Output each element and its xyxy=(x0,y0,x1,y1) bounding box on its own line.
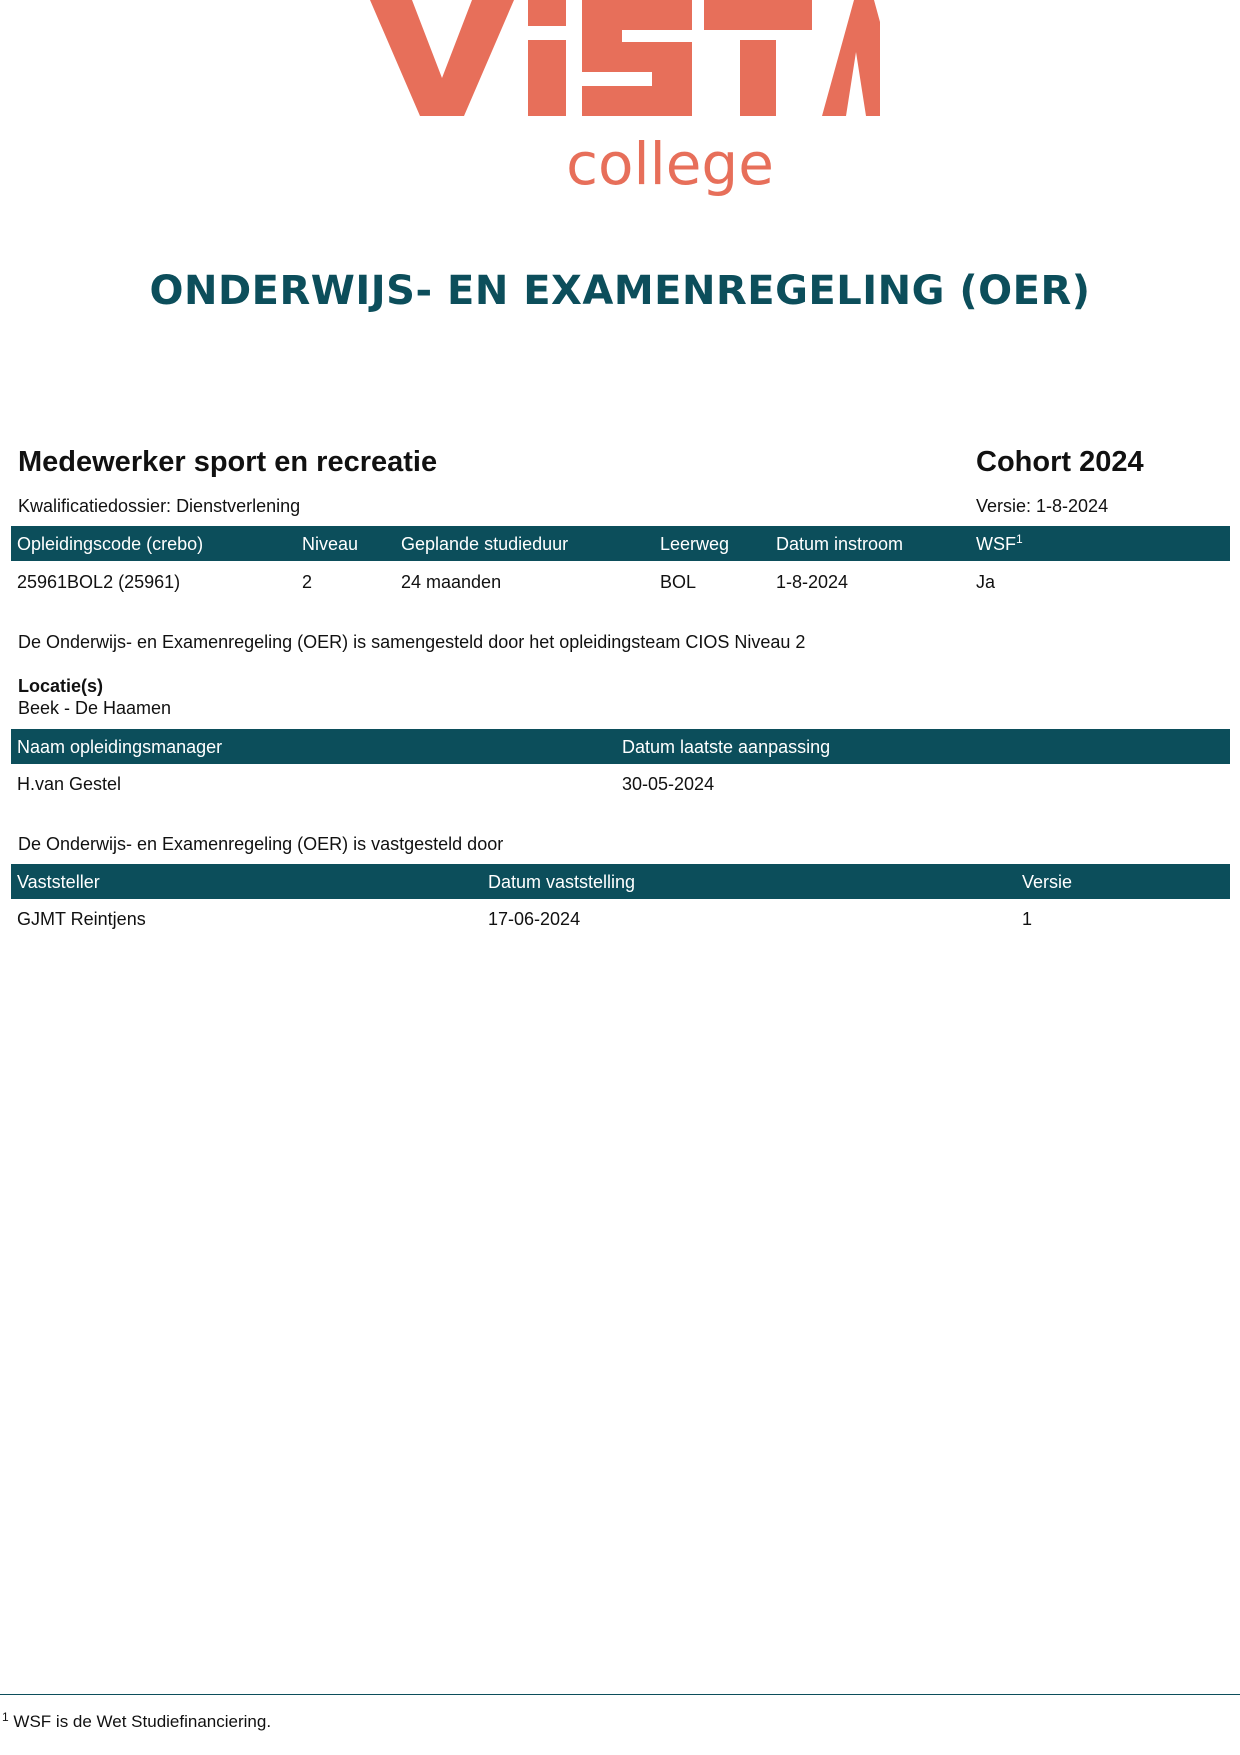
cell-datum-instroom: 1-8-2024 xyxy=(776,572,849,592)
footnote-text: WSF is de Wet Studiefinanciering. xyxy=(13,1712,272,1731)
logo-letter-i xyxy=(528,40,566,116)
vista-college-logo xyxy=(0,0,1240,210)
established-by-text: De Onderwijs- en Examenregeling (OER) is vastgesteld door xyxy=(18,834,504,854)
document-title: ONDERWIJS- EN EXAMENREGELING (OER) xyxy=(149,268,1091,314)
manager-table-header xyxy=(11,729,1230,764)
logo-letter-t-stem xyxy=(740,40,776,116)
program-table-header xyxy=(11,526,1230,561)
cell-niveau: 2 xyxy=(302,572,313,592)
logo-letter-t-bar xyxy=(704,0,812,30)
header-last-modified: Datum laatste aanpassing xyxy=(622,737,831,757)
composed-by-text: De Onderwijs- en Examenregeling (OER) is samengesteld door het opleidingsteam CIOS Niveau 2 xyxy=(18,632,806,652)
logo-subtext: college xyxy=(566,130,774,198)
version-label: Versie: 1-8-2024 xyxy=(976,496,1109,516)
location-value: Beek - De Haamen xyxy=(18,698,172,718)
header-vaststeller: Vaststeller xyxy=(17,872,100,892)
cell-wsf: Ja xyxy=(976,572,996,592)
cell-manager-name: H.van Gestel xyxy=(17,774,122,794)
cell-leerweg: BOL xyxy=(660,572,697,592)
location-label: Locatie(s) xyxy=(18,676,104,696)
header-versie: Versie xyxy=(1022,872,1073,892)
establish-table-row xyxy=(11,901,1230,936)
footnote-divider xyxy=(0,1694,1240,1695)
header-wsf xyxy=(976,534,1023,555)
establish-table-header xyxy=(11,864,1230,899)
manager-table-row xyxy=(11,766,1230,801)
header-crebo: Opleidingscode (crebo) xyxy=(17,534,204,554)
cell-last-modified: 30-05-2024 xyxy=(622,774,715,794)
header-studieduur: Geplande studieduur xyxy=(401,534,569,554)
cell-crebo: 25961BOL2 (25961) xyxy=(17,572,181,592)
cell-studieduur: 24 maanden xyxy=(401,572,502,592)
program-title: Medewerker sport en recreatie xyxy=(18,446,438,478)
logo-letter-a xyxy=(822,0,880,116)
program-table-row xyxy=(11,564,1230,599)
logo-graphic xyxy=(360,0,880,210)
header-manager-name: Naam opleidingsmanager xyxy=(17,737,223,757)
header-leerweg: Leerweg xyxy=(660,534,730,554)
cell-vaststeller: GJMT Reintjens xyxy=(17,909,146,929)
logo-letter-v xyxy=(370,0,514,116)
logo-letter-s xyxy=(582,0,692,116)
cell-versie: 1 xyxy=(1022,909,1033,929)
qualification-dossier: Kwalificatiedossier: Dienstverlening xyxy=(18,496,301,516)
footnote-marker: 1 xyxy=(2,1710,9,1724)
cohort-label: Cohort 2024 xyxy=(976,446,1144,478)
cell-datum-vaststelling: 17-06-2024 xyxy=(488,909,581,929)
header-datum-instroom: Datum instroom xyxy=(776,534,904,554)
header-niveau: Niveau xyxy=(302,534,359,554)
wsf-footnote-marker[interactable]: 1 xyxy=(1016,532,1023,546)
header-datum-vaststelling: Datum vaststelling xyxy=(488,872,636,892)
footnote xyxy=(2,1712,271,1732)
logo-letter-i-dot xyxy=(528,0,566,26)
header-wsf-label: WSF xyxy=(976,534,1016,554)
